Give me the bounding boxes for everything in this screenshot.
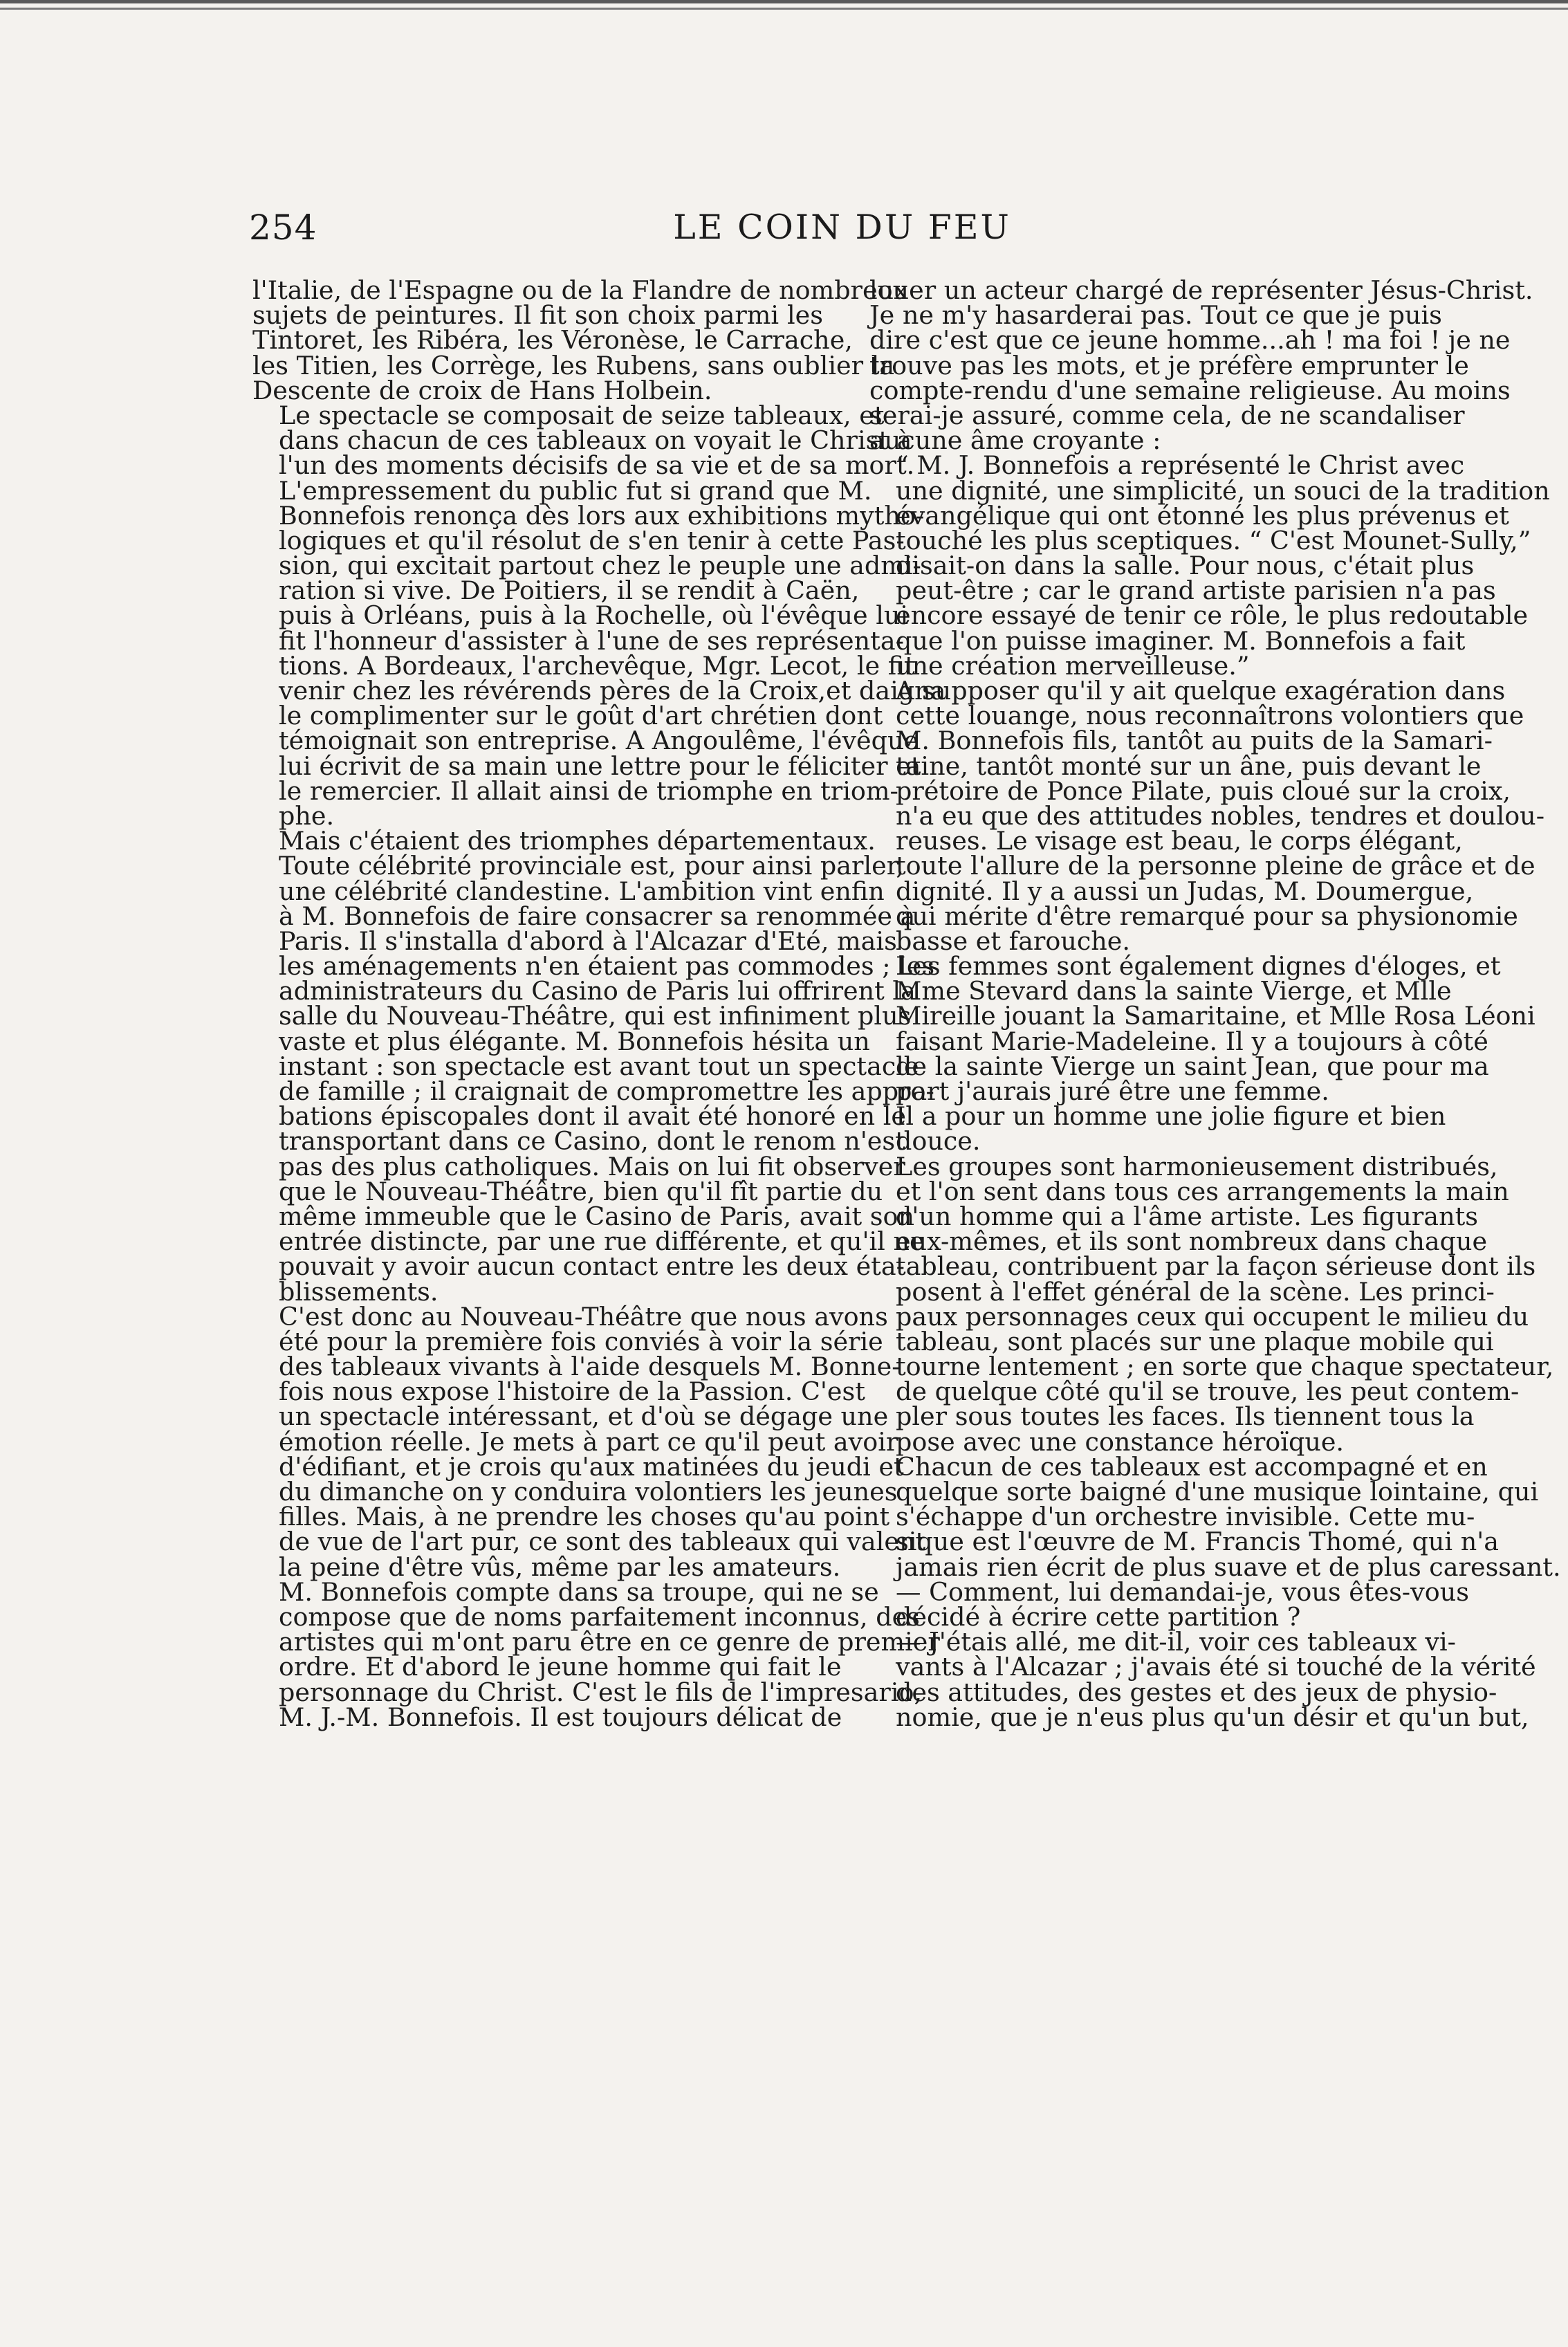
text-line: l'Italie, de l'Espagne ou de la Flandre de nombreux [252,275,908,305]
paragraph [869,450,1550,681]
text-line: M. J.-M. Bonnefois. Il est toujours délicat de [279,1702,842,1732]
text-line: Les femmes sont également dignes d'éloges, et [896,951,1501,982]
text-line: peut-être ; car le grand artiste parisien n'a pas [896,576,1496,606]
text-line: vaste et plus élégante. M. Bonnefois hésita un [279,1026,870,1056]
text-line: louer un acteur chargé de représenter Jésus-Christ. [869,275,1533,305]
text-line: venir chez les révérends pères de la Croix,et daigna [279,676,946,706]
text-line: part j'aurais juré être une femme. [896,1076,1329,1106]
text-line: tions. A Bordeaux, l'archevêque, Mgr. Lecot, le fit [279,650,915,681]
text-line: été pour la première fois conviés à voir la série [279,1326,883,1356]
text-line: phe. [279,800,335,831]
text-line: témoignait son entreprise. A Angoulême, l'évêque [279,726,919,756]
text-line: serai-je assuré, comme cela, de ne scandaliser [869,400,1465,430]
text-line: dire c'est que ce jeune homme...ah ! ma foi ! je ne [869,325,1511,356]
text-line: que le Nouveau-Théâtre, bien qu'il fît partie du [279,1176,883,1206]
text-line: que l'on puisse imaginer. M. Bonnefois a fait [896,625,1466,656]
text-line: C'est donc au Nouveau-Théâtre que nous avons [279,1301,888,1332]
paragraph [869,1627,1536,1732]
paragraph [869,1576,1469,1632]
text-line: cette louange, nous reconnaîtrons volontiers que [896,701,1524,731]
text-line: des tableaux vivants à l'aide desquels M. Bonne- [279,1352,901,1382]
text-line: la peine d'être vûs, même par les amateurs. [279,1552,841,1582]
text-line: salle du Nouveau-Théâtre, qui est infiniment plus [279,1001,912,1031]
text-line: aucune âme croyante : [869,425,1161,456]
text-line: toute l'allure de la personne pleine de grâce et de [896,851,1535,881]
text-line: sion, qui excitait partout chez le peuple une admi- [279,551,921,581]
text-line: sujets de peintures. Il fit son choix parmi les [252,300,823,331]
text-line: de vue de l'art pur, ce sont des tableaux qui valent [279,1527,926,1557]
text-line: s'échappe d'un orchestre invisible. Cette mu- [896,1502,1475,1532]
text-line: faisant Marie-Madeleine. Il y a toujours à côté [896,1026,1488,1056]
text-line: une dignité, une simplicité, un souci de la tradition [896,475,1550,506]
text-line: compte-rendu d'une semaine religieuse. Au moins [869,375,1511,405]
text-line: le complimenter sur le goût d'art chrétien dont [279,701,883,731]
text-line: quelque sorte baigné d'une musique lointaine, qui [896,1477,1539,1507]
text-line: blissements. [279,1276,439,1307]
text-line: de quelque côté qu'il se trouve, les peut contem- [896,1377,1520,1407]
text-line: bations épiscopales dont il avait été honoré en le [279,1101,907,1132]
text-line: une création merveilleuse.” [896,650,1250,681]
text-line: les Titien, les Corrège, les Rubens, sans oublier la [252,350,895,380]
text-line: administrateurs du Casino de Paris lui offrirent la [279,976,916,1006]
text-line: Mme Stevard dans la sainte Vierge, et Mlle [896,976,1452,1006]
text-line: Chacun de ces tableaux est accompagné et en [896,1451,1488,1482]
paragraph [252,275,908,405]
text-line: évangélique qui ont étonné les plus prévenus et [896,500,1509,531]
paragraph [252,1301,926,1582]
text-line: posent à l'effet général de la scène. Les princi- [896,1276,1495,1307]
text-line: Il a pour un homme une jolie figure et bien [896,1101,1446,1132]
text-line: pose avec une constance héroïque. [896,1426,1345,1457]
text-line: Le spectacle se composait de seize tableaux, et [279,400,885,430]
text-line: M. Bonnefois compte dans sa troupe, qui ne se [279,1576,879,1607]
paragraph [252,826,935,1307]
text-line: de la sainte Vierge un saint Jean, que pour ma [896,1051,1489,1081]
text-line: encore essayé de tenir ce rôle, le plus redoutable [896,600,1529,631]
paragraph [869,951,1535,1106]
text-line: Mireille jouant la Samaritaine, et Mlle Rosa Léoni [896,1001,1535,1031]
text-line: paux personnages ceux qui occupent le milieu du [896,1301,1529,1332]
text-line: de famille ; il craignait de compromettre les appro- [279,1076,934,1106]
paragraph [252,400,946,831]
text-line: Paris. Il s'installa d'abord à l'Alcazar d'Eté, mais [279,926,897,956]
text-line: disait-on dans la salle. Pour nous, c'était plus [896,551,1475,581]
text-line: fois nous expose l'histoire de la Passion. C'est [279,1377,865,1407]
text-line: basse et farouche. [896,926,1131,956]
text-line: filles. Mais, à ne prendre les choses qu'au point [279,1502,890,1532]
text-line: Mais c'étaient des triomphes départementaux. [279,826,876,856]
paragraph [252,1576,940,1732]
text-line: taine, tantôt monté sur un âne, puis devant le [896,751,1482,781]
text-line: touché les plus sceptiques. “ C'est Mounet-Sully,” [896,525,1531,555]
text-line: qui mérite d'être remarqué pour sa physionomie [896,901,1518,931]
text-line: lui écrivit de sa main une lettre pour le féliciter et [279,751,921,781]
text-line: entrée distincte, par une rue différente, et qu'il ne [279,1226,925,1257]
text-line: trouve pas les mots, et je préfère emprunter le [869,350,1469,380]
text-line: les aménagements n'en étaient pas commodes ; les [279,951,935,982]
text-line: Les groupes sont harmonieusement distribués, [896,1151,1498,1181]
text-line: prétoire de Ponce Pilate, puis cloué sur la croix, [896,775,1511,806]
text-line: nomie, que je n'eus plus qu'un désir et qu'un but, [896,1702,1529,1732]
paragraph [869,676,1545,956]
text-line: M. Bonnefois fils, tantôt au puits de la Samari- [896,726,1493,756]
text-line: une célébrité clandestine. L'ambition vint enfin [279,876,885,906]
paragraph [869,275,1533,456]
text-line: A supposer qu'il y ait quelque exagération dans [896,676,1506,706]
text-line: Toute célébrité provinciale est, pour ainsi parler, [279,851,904,881]
running-title: LE COIN DU FEU [673,208,1011,247]
text-line: vants à l'Alcazar ; j'avais été si touché de la vérité [896,1652,1536,1682]
text-line: ordre. Et d'abord le jeune homme qui fait le [279,1652,842,1682]
text-line: le remercier. Il allait ainsi de triomphe en triom- [279,775,898,806]
text-line: ration si vive. De Poitiers, il se rendit à Caën, [279,576,860,606]
text-line: sique est l'œuvre de M. Francis Thomé, qui n'a [896,1527,1499,1557]
right-column [869,275,1561,1732]
text-line: Tintoret, les Ribéra, les Véronèse, le Carrache, [252,325,853,356]
text-line: d'un homme qui a l'âme artiste. Les figurants [896,1201,1478,1231]
text-line: compose que de noms parfaitement inconnus, des [279,1601,920,1632]
text-line: dignité. Il y a aussi un Judas, M. Doumergue, [896,876,1474,906]
text-line: et l'on sent dans tous ces arrangements la main [896,1176,1509,1206]
top-rule [0,0,1568,12]
text-line: personnage du Christ. C'est le fils de l'impresario, [279,1677,923,1707]
text-line: — J'étais allé, me dit-il, voir ces tableaux vi- [896,1627,1456,1657]
text-line: un spectacle intéressant, et d'où se dégage une [279,1401,889,1432]
text-line: pas des plus catholiques. Mais on lui fit observer [279,1151,905,1181]
text-line: eux-mêmes, et ils sont nombreux dans chaque [896,1226,1488,1257]
text-line: tableau, sont placés sur une plaque mobile qui [896,1326,1494,1356]
text-line: pouvait y avoir aucun contact entre les deux éta- [279,1251,905,1282]
text-line: d'édifiant, et je crois qu'aux matinées du jeudi et [279,1451,904,1482]
text-line: fit l'honneur d'assister à l'une de ses représenta- [279,625,904,656]
page-header [249,208,1435,256]
text-line: émotion réelle. Je mets à part ce qu'il peut avoir [279,1426,898,1457]
text-line: tableau, contribuent par la façon sérieuse dont ils [896,1251,1536,1282]
text-line: du dimanche on y conduira volontiers les jeunes [279,1477,898,1507]
text-line: logiques et qu'il résolut de s'en tenir à cette Pas- [279,525,905,555]
text-line: transportant dans ce Casino, dont le renom n'est [279,1126,905,1157]
text-line: douce. [896,1126,981,1157]
text-line: Descente de croix de Hans Holbein. [252,375,712,405]
text-line: L'empressement du public fut si grand que M. [279,475,872,506]
text-line: artistes qui m'ont paru être en ce genre de premier [279,1627,940,1657]
text-line: décidé à écrire cette partition ? [896,1601,1301,1632]
text-line: l'un des moments décisifs de sa vie et de sa mort. [279,450,915,481]
text-line: instant : son spectacle est avant tout un spectacle [279,1051,919,1081]
text-line: des attitudes, des gestes et des jeux de physio- [896,1677,1497,1707]
text-line: reuses. Le visage est beau, le corps élégant, [896,826,1463,856]
page-number: 254 [249,208,317,248]
text-line: pler sous toutes les faces. Ils tiennent tous la [896,1401,1475,1432]
text-line: même immeuble que le Casino de Paris, avait son [279,1201,915,1231]
text-line: tourne lentement ; en sorte que chaque spectateur, [896,1352,1554,1382]
text-line: n'a eu que des attitudes nobles, tendres et doulou- [896,800,1545,831]
paragraph [869,1151,1554,1457]
text-line: jamais rien écrit de plus suave et de plus caressant. [896,1552,1561,1582]
text-line: puis à Orléans, puis à la Rochelle, où l'évêque lui [279,600,909,631]
text-line: Je ne m'y hasarderai pas. Tout ce que je puis [869,300,1442,331]
paragraph [869,1451,1561,1582]
paragraph [869,1101,1446,1157]
text-line: — Comment, lui demandai-je, vous êtes-vous [896,1576,1469,1607]
text-line: “ M. J. Bonnefois a représenté le Christ avec [896,450,1465,481]
text-line: à M. Bonnefois de faire consacrer sa renommée à [279,901,916,931]
text-line: Bonnefois renonça dès lors aux exhibitions mytho- [279,500,925,531]
text-line: dans chacun de ces tableaux on voyait le Christ à [279,425,912,456]
